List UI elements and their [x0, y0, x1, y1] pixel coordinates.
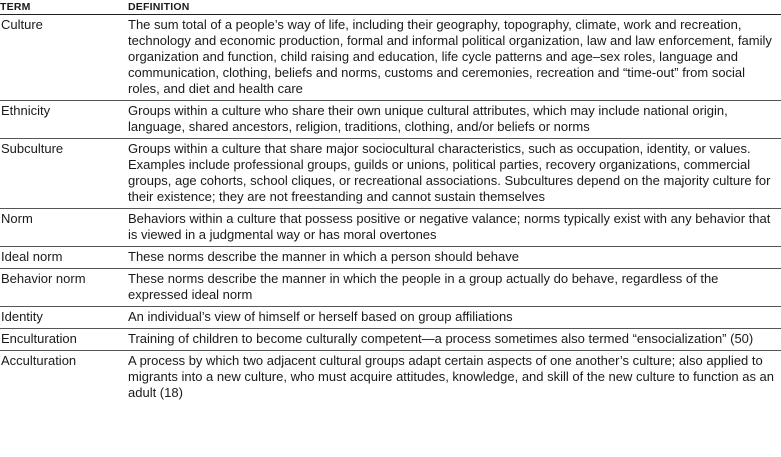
term-cell: Ideal norm [0, 247, 128, 269]
table-row [0, 307, 781, 329]
definition-cell: Training of children to become culturally competent—a process sometimes also termed “ensocialization” (50) [128, 329, 781, 351]
term-cell: Behavior norm [0, 269, 128, 307]
header-row [0, 0, 781, 15]
table-body [0, 15, 781, 405]
term-cell: Acculturation [1, 353, 77, 368]
table-row [0, 139, 781, 209]
definition-cell: An individual’s view of himself or herself based on group affiliations [128, 307, 781, 329]
definition-cell: A process by which two adjacent cultural groups adapt certain aspects of one another’s culture; also applied to migrants into a new culture, who must acquire attitudes, knowledge, and skill of the new culture to function as an adult (18) [128, 353, 775, 400]
definition-cell: Groups within a culture that share major sociocultural characteristics, such as occupation, identity, or values. Examples include professional groups, guilds or unions, political parties, recovery organizations, commercial groups, age cohorts, school cliques, or recreational associations. Subcultures depend on the majority culture for their existence; they are not freestanding and cannot sustain themselves [128, 139, 781, 209]
definition-cell: These norms describe the manner in which the people in a group actually do behave, regardless of the expressed ideal norm [128, 269, 781, 307]
term-column-header: TERM [0, 0, 128, 15]
term-cell: Culture [0, 15, 128, 101]
table-row [0, 209, 781, 247]
term-cell: Enculturation [0, 329, 128, 351]
definition-cell: The sum total of a people’s way of life, including their geography, topography, climate, work and recreation, technology and economic production, formal and informal political organization, law and law enforcement, family organization and function, child raising and education, life cycle patterns and age–sex roles, language and communication, clothing, beliefs and norms, customs and ceremonies, recreation and “time-out” from social roles, and diet and health care [128, 15, 781, 101]
term-cell: Subculture [0, 139, 128, 209]
definition-cell: Groups within a culture who share their own unique cultural attributes, which may include national origin, language, shared ancestors, religion, traditions, clothing, and/or beliefs or norms [128, 101, 781, 139]
definition-column-header: DEFINITION [128, 0, 781, 15]
table-row [0, 15, 781, 101]
definition-cell: These norms describe the manner in which a person should behave [128, 247, 781, 269]
definition-cell: Behaviors within a culture that possess positive or negative valance; norms typically exist with any behavior that is viewed in a judgmental way or has moral overtones [128, 209, 781, 247]
table-row [0, 269, 781, 307]
table-row [0, 351, 781, 405]
table-header [0, 0, 781, 15]
table-row [0, 329, 781, 351]
table-row [0, 101, 781, 139]
term-cell: Norm [0, 209, 128, 247]
term-cell: Identity [0, 307, 128, 329]
table-row [0, 247, 781, 269]
term-cell: Ethnicity [0, 101, 128, 139]
